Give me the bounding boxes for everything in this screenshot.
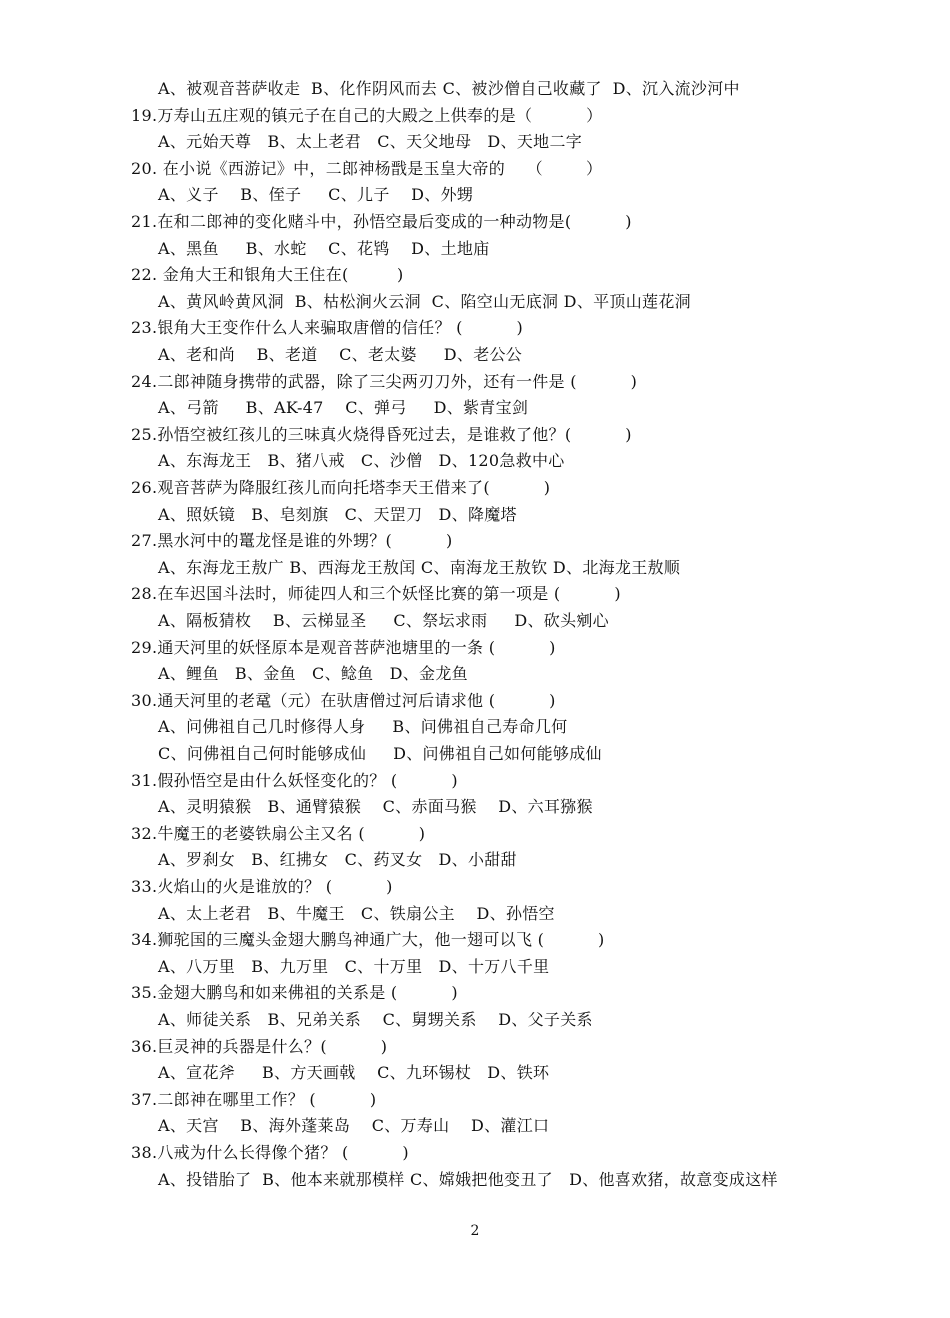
answer-options: A、黄风岭黄风洞 B、枯松涧火云洞 C、陷空山无底洞 D、平顶山莲花洞 xyxy=(158,291,691,311)
question-text: 32.牛魔王的老婆铁扇公主又名 ( ) xyxy=(131,823,426,843)
answer-options: A、被观音菩萨收走 B、化作阴风而去 C、被沙僧自己收藏了 D、沉入流沙河中 xyxy=(158,79,740,98)
question-text: 21.在和二郎神的变化赌斗中，孙悟空最后变成的一种动物是( ) xyxy=(131,212,632,231)
question-text: 24.二郎神随身携带的武器，除了三尖两刃刀外，还有一件是 ( ) xyxy=(131,371,638,391)
answer-options: A、元始天尊 B、太上老君 C、天父地母 D、天地二字 xyxy=(158,132,583,152)
question-text: 36.巨灵神的兵器是什么？( ) xyxy=(131,1036,388,1056)
answer-options: A、天宫 B、海外蓬莱岛 C、万寿山 D、灌江口 xyxy=(158,1116,550,1136)
answer-options: A、照妖镜 B、皂刻旗 C、天罡刀 D、降魔塔 xyxy=(158,504,517,524)
answer-options: A、义子 B、侄子 C、儿子 D、外甥 xyxy=(158,185,474,205)
answer-options: A、老和尚 B、老道 C、老太婆 D、老公公 xyxy=(158,345,523,364)
question-text: 34.狮驼国的三魔头金翅大鹏鸟神通广大，他一翅可以飞 ( ) xyxy=(131,930,605,950)
question-text: 33.火焰山的火是谁放的？ ( ) xyxy=(131,877,393,896)
answer-options: A、东海龙王 B、猪八戒 C、沙僧 D、120急救中心 xyxy=(158,451,565,471)
answer-options: A、宣花斧 B、方天画戟 C、九环锡杖 D、铁环 xyxy=(158,1063,550,1083)
question-text: 30.通天河里的老鼋（元）在驮唐僧过河后请求他 ( ) xyxy=(131,690,556,710)
question-text: 31.假孙悟空是由什么妖怪变化的？ ( ) xyxy=(131,770,458,790)
answer-options: A、投错胎了 B、他本来就那模样 C、嫦娥把他变丑了 D、他喜欢猪，故意变成这样 xyxy=(158,1169,778,1189)
question-text: 25.孙悟空被红孩儿的三味真火烧得昏死过去，是谁救了他？( ) xyxy=(131,424,632,444)
answer-options: A、师徒关系 B、兄弟关系 C、舅甥关系 D、父子关系 xyxy=(158,1010,593,1029)
question-text: 38.八戒为什么长得像个猪？ ( ) xyxy=(131,1143,409,1162)
question-text: 26.观音菩萨为降服红孩儿而向托塔李天王借来了( ) xyxy=(131,478,551,497)
answer-options: A、隔板猜枚 B、云梯显圣 C、祭坛求雨 D、砍头剜心 xyxy=(158,611,609,630)
answer-options: A、黑鱼 B、水蛇 C、花鸨 D、土地庙 xyxy=(158,238,490,258)
question-text: 29.通天河里的妖怪原本是观音菩萨池塘里的一条 ( ) xyxy=(131,637,556,657)
answer-options: A、太上老君 B、牛魔王 C、铁扇公主 D、孙悟空 xyxy=(158,903,555,923)
question-text: 27.黑水河中的鼍龙怪是谁的外甥？( ) xyxy=(131,531,453,551)
question-text: 20. 在小说《西游记》中，二郎神杨戬是玉皇大帝的 （ ） xyxy=(131,158,603,178)
question-text: 23.银角大王变作什么人来骗取唐僧的信任？ ( ) xyxy=(131,318,524,338)
question-text: 37.二郎神在哪里工作？ ( ) xyxy=(131,1089,377,1109)
question-text: 19.万寿山五庄观的镇元子在自己的大殿之上供奉的是（ ） xyxy=(131,105,603,125)
answer-options: A、鲤鱼 B、金鱼 C、鲶鱼 D、金龙鱼 xyxy=(158,664,468,684)
answer-options: A、东海龙王敖广 B、西海龙王敖闰 C、南海龙王敖钦 D、北海龙王敖顺 xyxy=(158,557,681,577)
answer-options: A、弓箭 B、AK-47 C、弹弓 D、紫青宝剑 xyxy=(158,398,529,418)
question-text: 35.金翅大鹏鸟和如来佛祖的关系是 ( ) xyxy=(131,983,458,1003)
question-text: 22. 金角大王和银角大王住在( ) xyxy=(131,265,404,285)
answer-options: A、八万里 B、九万里 C、十万里 D、十万八千里 xyxy=(158,956,550,976)
page-number: 2 xyxy=(470,1223,480,1239)
question-text: 28.在车迟国斗法时，师徒四人和三个妖怪比赛的第一项是 ( ) xyxy=(131,584,621,604)
answer-options: A、问佛祖自己几时修得人身 B、问佛祖自己寿命几何 xyxy=(158,717,568,737)
answer-options: A、罗刹女 B、红拂女 C、药叉女 D、小甜甜 xyxy=(158,850,517,870)
answer-options: A、灵明猿猴 B、通臂猿猴 C、赤面马猴 D、六耳猕猴 xyxy=(158,797,593,817)
answer-options: C、问佛祖自己何时能够成仙 D、问佛祖自己如何能够成仙 xyxy=(158,744,602,763)
